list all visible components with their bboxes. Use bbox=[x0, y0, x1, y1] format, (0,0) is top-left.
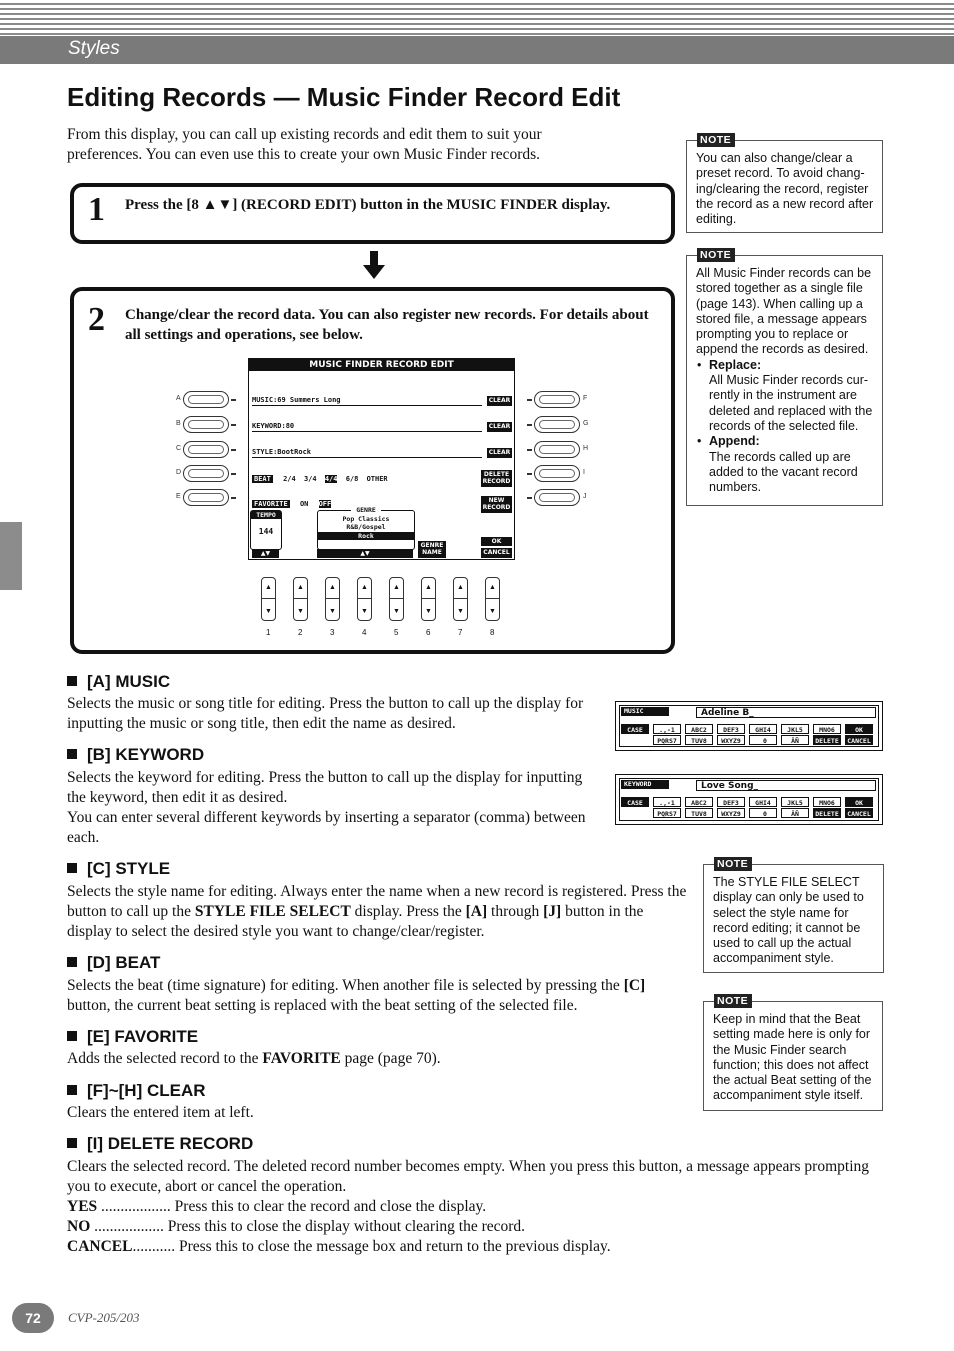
side-button-label: J bbox=[583, 493, 587, 500]
section-head-favorite bbox=[67, 1027, 198, 1047]
section-head-text: [B] KEYWORD bbox=[87, 745, 205, 764]
text-run: display. Press the bbox=[350, 903, 466, 920]
section-head-text: [E] FAVORITE bbox=[87, 1027, 199, 1046]
key-button[interactable] bbox=[717, 797, 745, 817]
model-name: CVP-205/203 bbox=[68, 1310, 140, 1325]
beat-option[interactable]: OTHER bbox=[366, 475, 388, 483]
note-text: All Music Finder records can be stored together as a single file (page 143). When calling up a stored file, a message appears prompting you to replace or append the records as desired. bbox=[696, 266, 872, 357]
side-tab bbox=[0, 522, 22, 590]
key-button[interactable] bbox=[749, 724, 777, 744]
input-label: MUSIC bbox=[621, 707, 669, 716]
key-button[interactable] bbox=[845, 724, 873, 744]
key-button[interactable] bbox=[845, 797, 873, 817]
bullet-square-icon bbox=[67, 749, 77, 759]
key-bottom-label: TUV8 bbox=[685, 808, 713, 818]
divider bbox=[358, 598, 371, 599]
section-title: Styles bbox=[68, 38, 120, 59]
key-top-label: CASE bbox=[621, 724, 649, 734]
side-button-label: I bbox=[583, 469, 585, 476]
btn-line: DELETE bbox=[483, 471, 510, 478]
key-bottom-label bbox=[621, 735, 649, 745]
side-button-right[interactable] bbox=[534, 465, 580, 482]
key-top-label: OK bbox=[845, 724, 873, 734]
section-head-style bbox=[67, 859, 170, 879]
header-stripes bbox=[0, 0, 954, 38]
key-button[interactable] bbox=[781, 724, 809, 744]
up-arrow-icon: ▲ bbox=[393, 583, 400, 591]
button-number-label: 6 bbox=[426, 628, 431, 637]
key-top-label: .,-1 bbox=[653, 797, 681, 807]
input-label: KEYWORD bbox=[621, 780, 669, 789]
connector-dash bbox=[231, 449, 236, 451]
divider bbox=[422, 598, 435, 599]
bullet-square-icon bbox=[67, 863, 77, 873]
key-button[interactable] bbox=[653, 724, 681, 744]
note-text: You can also change/clear a preset record. To avoid chang-ing/clearing the record, register the record as a new record after editing. bbox=[696, 151, 874, 227]
key-button[interactable] bbox=[813, 797, 841, 817]
side-button-label: F bbox=[583, 395, 588, 402]
clear-button[interactable]: CLEAR bbox=[488, 397, 511, 404]
key-bottom-label: DELETE bbox=[813, 808, 841, 818]
button-number-label: 8 bbox=[490, 628, 495, 637]
divider bbox=[390, 598, 403, 599]
text-run: Selects the style name for editing. Always enter the name when a new record is registered. Press the button to call up the bbox=[67, 883, 687, 920]
def-dots: .................. bbox=[97, 1198, 171, 1215]
side-button-label: E bbox=[176, 493, 181, 500]
ok-button[interactable]: OK bbox=[481, 537, 512, 546]
favorite-off[interactable]: OFF bbox=[318, 500, 332, 508]
beat-label: BEAT bbox=[254, 475, 271, 483]
up-arrow-icon: ▲ bbox=[297, 583, 304, 591]
step-text: Press the [8 ▲▼] (RECORD EDIT) button in the MUSIC FINDER display. bbox=[125, 197, 611, 213]
text-bold: [J] bbox=[543, 903, 562, 920]
key-bottom-label: _0 bbox=[749, 735, 777, 745]
def-desc: Press this to close the message box and return to the previous display. bbox=[175, 1238, 611, 1255]
connector-dash bbox=[527, 449, 532, 451]
up-down-button[interactable] bbox=[261, 577, 276, 621]
note-tag: NOTE bbox=[714, 857, 752, 871]
step-1-box bbox=[70, 183, 675, 244]
key-top-label: ABC2 bbox=[685, 724, 713, 734]
key-bottom-label: WXYZ9 bbox=[717, 808, 745, 818]
side-button-right[interactable] bbox=[534, 416, 580, 433]
tempo-value: 144 bbox=[258, 527, 274, 536]
text-run: page (page 70). bbox=[340, 1050, 441, 1067]
tempo-arrows[interactable]: ▲▼ bbox=[252, 549, 279, 558]
tempo-label: TEMPO bbox=[251, 511, 281, 519]
section-head-clear bbox=[67, 1081, 206, 1101]
section-head-text: [C] STYLE bbox=[87, 859, 171, 878]
key-bottom-label bbox=[621, 808, 649, 818]
definition-no bbox=[67, 1217, 887, 1237]
divider bbox=[294, 598, 307, 599]
def-dots: ........... bbox=[132, 1238, 176, 1255]
beat-option[interactable]: 6/8 bbox=[345, 475, 359, 483]
tempo-box[interactable] bbox=[250, 510, 282, 550]
up-down-button[interactable] bbox=[293, 577, 308, 621]
button-number-label: 4 bbox=[362, 628, 367, 637]
step-text: Change/clear the record data. You can also register new records. For details about all settings and operations, see below. bbox=[125, 307, 649, 343]
step-number: 2 bbox=[88, 301, 105, 338]
down-arrow-icon: ▼ bbox=[329, 607, 336, 615]
connector-dash bbox=[527, 497, 532, 499]
note-text: The STYLE FILE SELECT display can only be used to select the style name for record editing; it cannot be used to call up the actual accompaniment style. bbox=[713, 875, 864, 966]
up-arrow-icon: ▲ bbox=[457, 583, 464, 591]
def-term: CANCEL bbox=[67, 1238, 133, 1255]
key-top-label: CASE bbox=[621, 797, 649, 807]
clear-button[interactable]: CLEAR bbox=[488, 449, 511, 456]
down-arrow-icon: ▼ bbox=[425, 607, 432, 615]
up-down-button[interactable] bbox=[485, 577, 500, 621]
section-body: You can enter several different keywords by inserting a separator (comma) between each. bbox=[67, 809, 586, 846]
side-button-label: G bbox=[583, 420, 589, 427]
text-bold: [C] bbox=[623, 977, 646, 994]
divider bbox=[454, 598, 467, 599]
keyword-input-panel bbox=[615, 774, 883, 825]
text-run: through bbox=[487, 903, 544, 920]
down-arrow-icon bbox=[363, 251, 385, 279]
down-arrow-icon: ▼ bbox=[265, 607, 272, 615]
down-arrow-icon: ▼ bbox=[361, 607, 368, 615]
button-number-label: 1 bbox=[266, 628, 271, 637]
def-dots: .................. bbox=[90, 1218, 164, 1235]
note-tag: NOTE bbox=[697, 248, 735, 262]
down-arrow-icon: ▼ bbox=[457, 607, 464, 615]
side-button-label: H bbox=[583, 445, 589, 452]
bullet-square-icon bbox=[67, 1085, 77, 1095]
btn-line: NAME bbox=[422, 549, 442, 556]
beat-option-selected[interactable]: 4/4 bbox=[324, 475, 338, 483]
lcd-favorite-row[interactable] bbox=[252, 499, 331, 509]
key-bottom-label: PQRS7 bbox=[653, 808, 681, 818]
text-bold: [A] bbox=[465, 903, 488, 920]
key-top-label: DEF3 bbox=[717, 724, 745, 734]
favorite-on[interactable]: ON bbox=[299, 500, 309, 508]
note-box-4 bbox=[703, 995, 883, 1111]
text-run: Adds the selected record to the bbox=[67, 1050, 263, 1067]
bullet-square-icon bbox=[67, 1031, 77, 1041]
down-arrow-icon: ▼ bbox=[393, 607, 400, 615]
up-down-button[interactable] bbox=[389, 577, 404, 621]
key-top-label: JKL5 bbox=[781, 724, 809, 734]
key-bottom-label: ÂÑ bbox=[781, 808, 809, 818]
beat-option[interactable]: 3/4 bbox=[303, 475, 317, 483]
text-run: Selects the beat (time signature) for editing. When another file is selected by pressing the bbox=[67, 977, 624, 994]
divider bbox=[486, 598, 499, 599]
key-bottom-label: ÂÑ bbox=[781, 735, 809, 745]
genre-name-button[interactable] bbox=[418, 541, 446, 558]
key-bottom-label: DELETE bbox=[813, 735, 841, 745]
section-head-keyword bbox=[67, 745, 204, 765]
definition-cancel bbox=[67, 1237, 887, 1257]
connector-dash bbox=[231, 497, 236, 499]
key-bottom-label: PQRS7 bbox=[653, 735, 681, 745]
key-button[interactable] bbox=[653, 797, 681, 817]
side-button-label: D bbox=[176, 469, 182, 476]
key-top-label: OK bbox=[845, 797, 873, 807]
section-head-text: [A] MUSIC bbox=[87, 672, 171, 691]
divider bbox=[262, 598, 275, 599]
genre-arrows[interactable]: ▲▼ bbox=[317, 549, 413, 558]
music-input-panel bbox=[615, 701, 883, 751]
genre-list[interactable] bbox=[317, 506, 415, 550]
lcd-screen bbox=[248, 358, 515, 560]
genre-item-selected[interactable]: Rock bbox=[318, 532, 414, 541]
key-button[interactable] bbox=[813, 724, 841, 744]
btn-line: RECORD bbox=[482, 504, 511, 511]
button-number-label: 2 bbox=[298, 628, 303, 637]
up-arrow-icon: ▲ bbox=[425, 583, 432, 591]
definition-yes bbox=[67, 1197, 887, 1217]
note-box-3 bbox=[703, 858, 884, 973]
bullet-square-icon bbox=[67, 1138, 77, 1148]
btn-line: RECORD bbox=[482, 478, 511, 485]
intro-text: From this display, you can call up existing records and edit them to suit your preferences. You can even use this to create your own Music Finder records. bbox=[67, 126, 542, 163]
side-button-right[interactable] bbox=[534, 391, 580, 408]
text-run: button in the display to select the desired style you want to change/clear/register. bbox=[67, 903, 644, 940]
favorite-label: FAVORITE bbox=[254, 500, 288, 508]
down-arrow-icon: ▼ bbox=[297, 607, 304, 615]
key-top-label: JKL5 bbox=[781, 797, 809, 807]
up-down-button[interactable] bbox=[421, 577, 436, 621]
key-bottom-label: CANCEL bbox=[845, 735, 873, 745]
side-button-left[interactable] bbox=[183, 441, 229, 458]
note-box-2 bbox=[686, 249, 883, 506]
side-button-left[interactable] bbox=[183, 465, 229, 482]
up-down-button[interactable] bbox=[357, 577, 372, 621]
connector-dash bbox=[231, 473, 236, 475]
text-bold: FAVORITE bbox=[262, 1050, 341, 1067]
connector-dash bbox=[527, 399, 532, 401]
genre-label: GENRE bbox=[351, 506, 381, 515]
up-down-button[interactable] bbox=[325, 577, 340, 621]
lcd-keyword-field[interactable]: KEYWORD:80 bbox=[252, 421, 482, 432]
header-bar bbox=[0, 36, 954, 64]
note-desc: All Music Finder records cur-rently in the instrument are deleted and replaced with the records of the selected file. bbox=[709, 373, 873, 433]
lcd-music-field[interactable]: MUSIC:69 Summers Long bbox=[252, 395, 482, 406]
side-button-label: B bbox=[176, 420, 181, 427]
btn-line: GENRE bbox=[420, 542, 444, 549]
key-top-label: GHI4 bbox=[749, 724, 777, 734]
note-term: Replace: bbox=[709, 357, 762, 372]
note-tag: NOTE bbox=[714, 994, 752, 1008]
connector-dash bbox=[231, 399, 236, 401]
down-arrow-icon: ▼ bbox=[489, 607, 496, 615]
key-button[interactable] bbox=[781, 797, 809, 817]
up-down-button[interactable] bbox=[453, 577, 468, 621]
section-body: Clears the entered item at left. bbox=[67, 1104, 254, 1121]
section-body: Selects the music or song title for editing. Press the button to call up the display for inputting the music or song title, then edit the name as desired. bbox=[67, 695, 584, 732]
key-top-label: ABC2 bbox=[685, 797, 713, 807]
key-button[interactable] bbox=[685, 724, 713, 744]
note-term: Append: bbox=[709, 434, 760, 449]
page-number: 72 bbox=[12, 1303, 54, 1333]
text-bold: STYLE FILE SELECT bbox=[194, 903, 351, 920]
input-value[interactable]: Love Song_ bbox=[696, 780, 876, 791]
side-button-label: C bbox=[176, 445, 182, 452]
key-top-label: MNO6 bbox=[813, 724, 841, 734]
note-box-1 bbox=[686, 134, 883, 233]
genre-item[interactable]: Pop Classics bbox=[342, 514, 390, 523]
input-value[interactable]: Adeline B_ bbox=[696, 707, 876, 718]
key-top-label: .,-1 bbox=[653, 724, 681, 734]
section-body bbox=[67, 882, 687, 942]
connector-dash bbox=[527, 473, 532, 475]
section-body bbox=[67, 1049, 687, 1069]
cancel-button[interactable]: CANCEL bbox=[481, 548, 512, 558]
key-bottom-label: WXYZ9 bbox=[717, 735, 745, 745]
lcd-title: MUSIC FINDER RECORD EDIT bbox=[249, 359, 514, 371]
side-button-right[interactable] bbox=[534, 489, 580, 506]
def-term: YES bbox=[67, 1198, 98, 1215]
key-button[interactable] bbox=[621, 724, 649, 744]
connector-dash bbox=[231, 424, 236, 426]
delete-record-button[interactable] bbox=[481, 470, 512, 487]
note-tag: NOTE bbox=[697, 133, 735, 147]
section-head-text: [F]~[H] CLEAR bbox=[87, 1081, 206, 1100]
side-button-left[interactable] bbox=[183, 391, 229, 408]
text-run: button, the current beat setting is replaced with the beat setting of the selected file. bbox=[67, 997, 578, 1014]
beat-option[interactable]: 2/4 bbox=[283, 475, 296, 483]
button-number-label: 7 bbox=[458, 628, 463, 637]
btn-line: NEW bbox=[488, 497, 505, 504]
section-head-beat bbox=[67, 953, 160, 973]
section-head-delete bbox=[67, 1134, 253, 1154]
key-button[interactable] bbox=[717, 724, 745, 744]
side-button-left[interactable] bbox=[183, 416, 229, 433]
clear-button[interactable]: CLEAR bbox=[488, 423, 511, 430]
section-body bbox=[67, 976, 687, 1016]
up-arrow-icon: ▲ bbox=[329, 583, 336, 591]
page-title: Editing Records — Music Finder Record Edit bbox=[67, 82, 621, 112]
divider bbox=[326, 598, 339, 599]
button-number-label: 3 bbox=[330, 628, 335, 637]
section-body: Clears the selected record. The deleted record number becomes empty. When you press this button, a message appears prompting you to execute, abort or cancel the operation. bbox=[67, 1158, 870, 1195]
key-bottom-label: TUV8 bbox=[685, 735, 713, 745]
side-button-label: A bbox=[176, 395, 181, 402]
button-number-label: 5 bbox=[394, 628, 399, 637]
note-list-item bbox=[696, 434, 874, 495]
key-button[interactable] bbox=[749, 797, 777, 817]
side-button-right[interactable] bbox=[534, 441, 580, 458]
bullet-square-icon bbox=[67, 957, 77, 967]
bullet-square-icon bbox=[67, 676, 77, 686]
up-arrow-icon: ▲ bbox=[361, 583, 368, 591]
key-button[interactable] bbox=[685, 797, 713, 817]
section-body: Selects the keyword for editing. Press the button to call up the display for inputting the keyword, then edit it as desired. bbox=[67, 769, 583, 806]
key-top-label: DEF3 bbox=[717, 797, 745, 807]
connector-dash bbox=[527, 424, 532, 426]
section-head-text: [I] DELETE RECORD bbox=[87, 1134, 254, 1153]
key-bottom-label: _0 bbox=[749, 808, 777, 818]
key-top-label: MNO6 bbox=[813, 797, 841, 807]
note-text: Keep in mind that the Beat setting made here is only for the Music Finder search function; this does not affect the actual Beat setting of the accompaniment style itself. bbox=[713, 1012, 872, 1103]
step-number: 1 bbox=[88, 191, 105, 228]
section-head-music bbox=[67, 672, 170, 692]
up-arrow-icon: ▲ bbox=[265, 583, 272, 591]
lcd-style-field[interactable]: STYLE:BootRock bbox=[252, 447, 482, 458]
section-head-text: [D] BEAT bbox=[87, 953, 161, 972]
note-list-item bbox=[696, 358, 874, 434]
key-top-label: GHI4 bbox=[749, 797, 777, 807]
up-arrow-icon: ▲ bbox=[489, 583, 496, 591]
lcd-beat-row[interactable] bbox=[252, 474, 388, 484]
genre-item[interactable]: R&B/Gospel bbox=[346, 523, 386, 531]
key-button[interactable] bbox=[621, 797, 649, 817]
def-desc: Press this to close the display without clearing the record. bbox=[163, 1218, 526, 1235]
def-term: NO bbox=[67, 1218, 91, 1235]
note-desc: The records called up are added to the vacant record numbers. bbox=[709, 449, 858, 495]
side-button-left[interactable] bbox=[183, 489, 229, 506]
def-desc: Press this to clear the record and close the display. bbox=[170, 1198, 487, 1215]
key-bottom-label: CANCEL bbox=[845, 808, 873, 818]
new-record-button[interactable] bbox=[481, 496, 512, 513]
